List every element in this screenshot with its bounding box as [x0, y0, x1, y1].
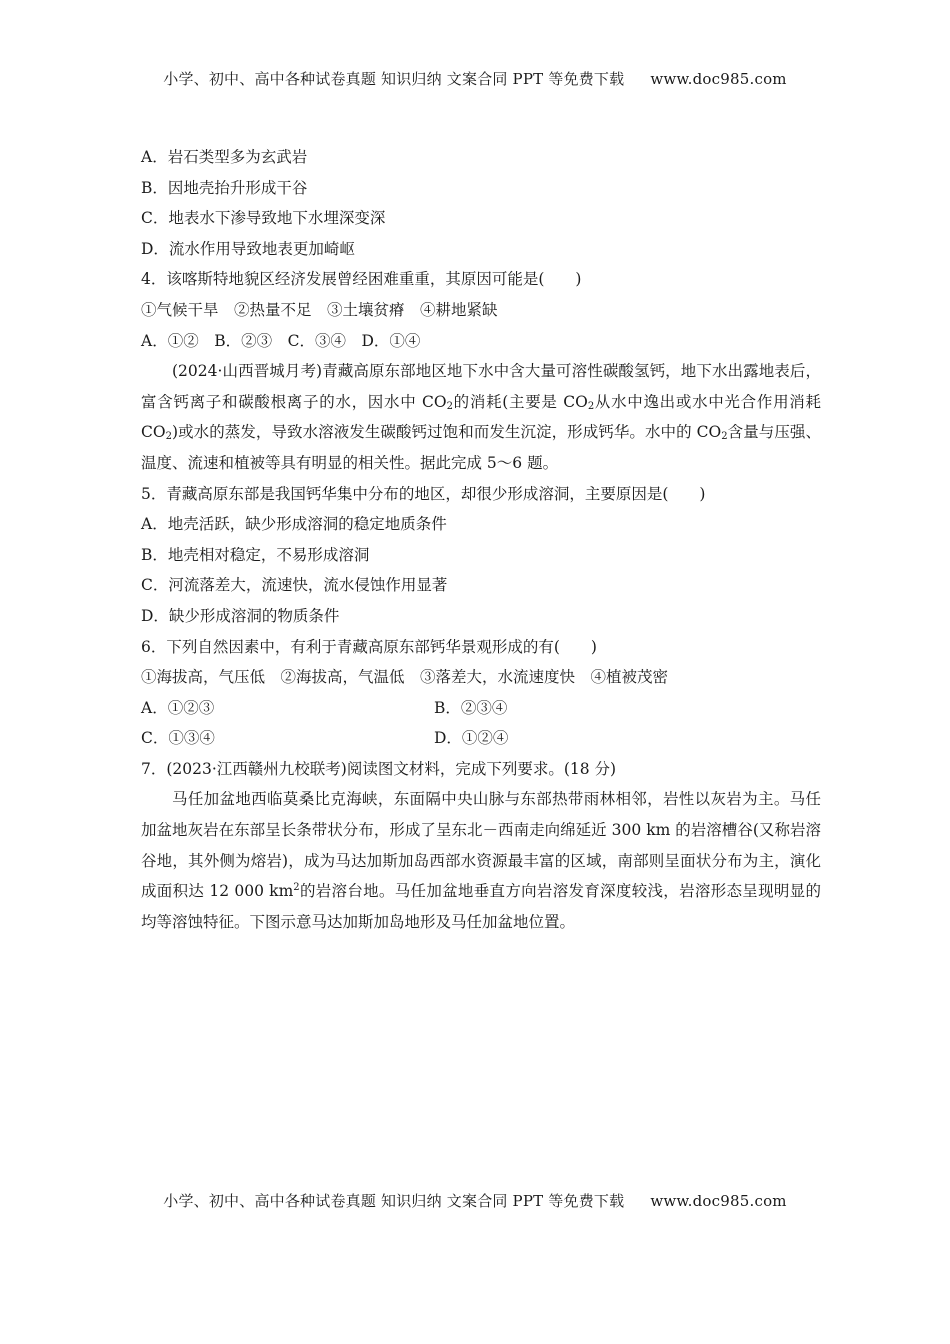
q3-option-c: C．地表水下渗导致地下水埋深变深: [141, 209, 386, 228]
q3-option-d: D．流水作用导致地表更加崎岖: [141, 239, 355, 258]
subscript: 2: [165, 431, 172, 443]
footer-site[interactable]: www.doc985.com: [650, 1192, 787, 1210]
page-footer: [0, 1190, 950, 1211]
q6-option-c: C．①③④: [141, 729, 215, 748]
q6-option-b: B．②③④: [434, 698, 508, 717]
q6-options-row-2: [141, 723, 821, 754]
material1-text-a: (2024·山西晋城月考)青藏高原东部地区地下水中含大量可溶性碳酸氢钙，地下水出露地表后，富含钙离子和碳酸根离子的水，因水中 CO: [141, 362, 821, 411]
q6-stem: 6．下列自然因素中，有利于青藏高原东部钙华景观形成的有( ): [141, 637, 597, 656]
q5-option-b: B．地壳相对稳定，不易形成溶洞: [141, 545, 370, 564]
material1-text-e: 含量与压强、温度、流速和植被等具有明显的相关性。据此完成 5～6 题。: [141, 423, 821, 472]
q4-stem: 4．该喀斯特地貌区经济发展曾经困难重重，其原因可能是( ): [141, 270, 582, 289]
q5-stem: 5．青藏高原东部是我国钙华集中分布的地区，却很少形成溶洞，主要原因是( ): [141, 484, 706, 503]
q6-option-d: D．①②④: [434, 729, 509, 748]
material1-text-c: 从水中逸出或水中光合作用消耗 CO: [141, 392, 821, 442]
footer-text: 小学、初中、高中各种试卷真题 知识归纳 文案合同 PPT 等免费下载: [163, 1192, 625, 1210]
header-site[interactable]: www.doc985.com: [650, 70, 787, 88]
q6-items: ①海拔高，气压低 ②海拔高，气温低 ③落差大，水流速度快 ④植被茂密: [141, 668, 669, 687]
q5-option-d: D．缺少形成溶洞的物质条件: [141, 606, 340, 625]
q5-option-c: C．河流落差大，流速快，流水侵蚀作用显著: [141, 576, 448, 595]
q4-options: A．①② B．②③ C．③④ D．①④: [141, 331, 421, 350]
q3-option-a: A．岩石类型多为玄武岩: [141, 148, 308, 166]
q3-option-b: B．因地壳抬升形成干谷: [141, 178, 308, 197]
material-paragraph-2: [141, 784, 821, 937]
superscript: 2: [293, 882, 300, 894]
subscript: 2: [446, 400, 453, 412]
material-paragraph-1: [141, 356, 821, 478]
q6-option-a: A．①②③: [141, 698, 215, 717]
q6-options-row-1: [141, 693, 821, 724]
q7-text-b: 的岩溶台地。马任加盆地垂直方向岩溶发育深度较浅，岩溶形态呈现明显的均等溶蚀特征。下图示意马达加斯加岛地形及马任加盆地位置。: [141, 882, 821, 931]
subscript: 2: [721, 431, 728, 443]
q7-stem: 7．(2023·江西赣州九校联考)阅读图文材料，完成下列要求。(18 分): [141, 759, 617, 778]
subscript: 2: [587, 400, 595, 412]
page-header: [0, 68, 950, 89]
material1-text-b: 的消耗(主要是 CO: [452, 392, 588, 411]
material1-text-d: )或水的蒸发，导致水溶液发生碳酸钙过饱和而发生沉淀，形成钙华。水中的 CO: [171, 423, 722, 442]
header-text: 小学、初中、高中各种试卷真题 知识归纳 文案合同 PPT 等免费下载: [163, 70, 625, 88]
document-body: [141, 142, 821, 937]
q5-option-a: A．地壳活跃，缺少形成溶洞的稳定地质条件: [141, 515, 447, 534]
q7-text-a: 马任加盆地西临莫桑比克海峡，东面隔中央山脉与东部热带雨林相邻，岩性以灰岩为主。马任加盆地灰岩在东部呈长条带状分布，形成了呈东北－西南走向绵延近 300 km 的岩溶槽谷(又称岩溶谷地，其外侧为熔岩)，成为马达加斯加岛西部水资源最丰富的区域，南部则呈面状分布为主，演化成面积达 12 000 km: [141, 790, 821, 901]
q4-items: ①气候干旱 ②热量不足 ③土壤贫瘠 ④耕地紧缺: [141, 300, 498, 319]
